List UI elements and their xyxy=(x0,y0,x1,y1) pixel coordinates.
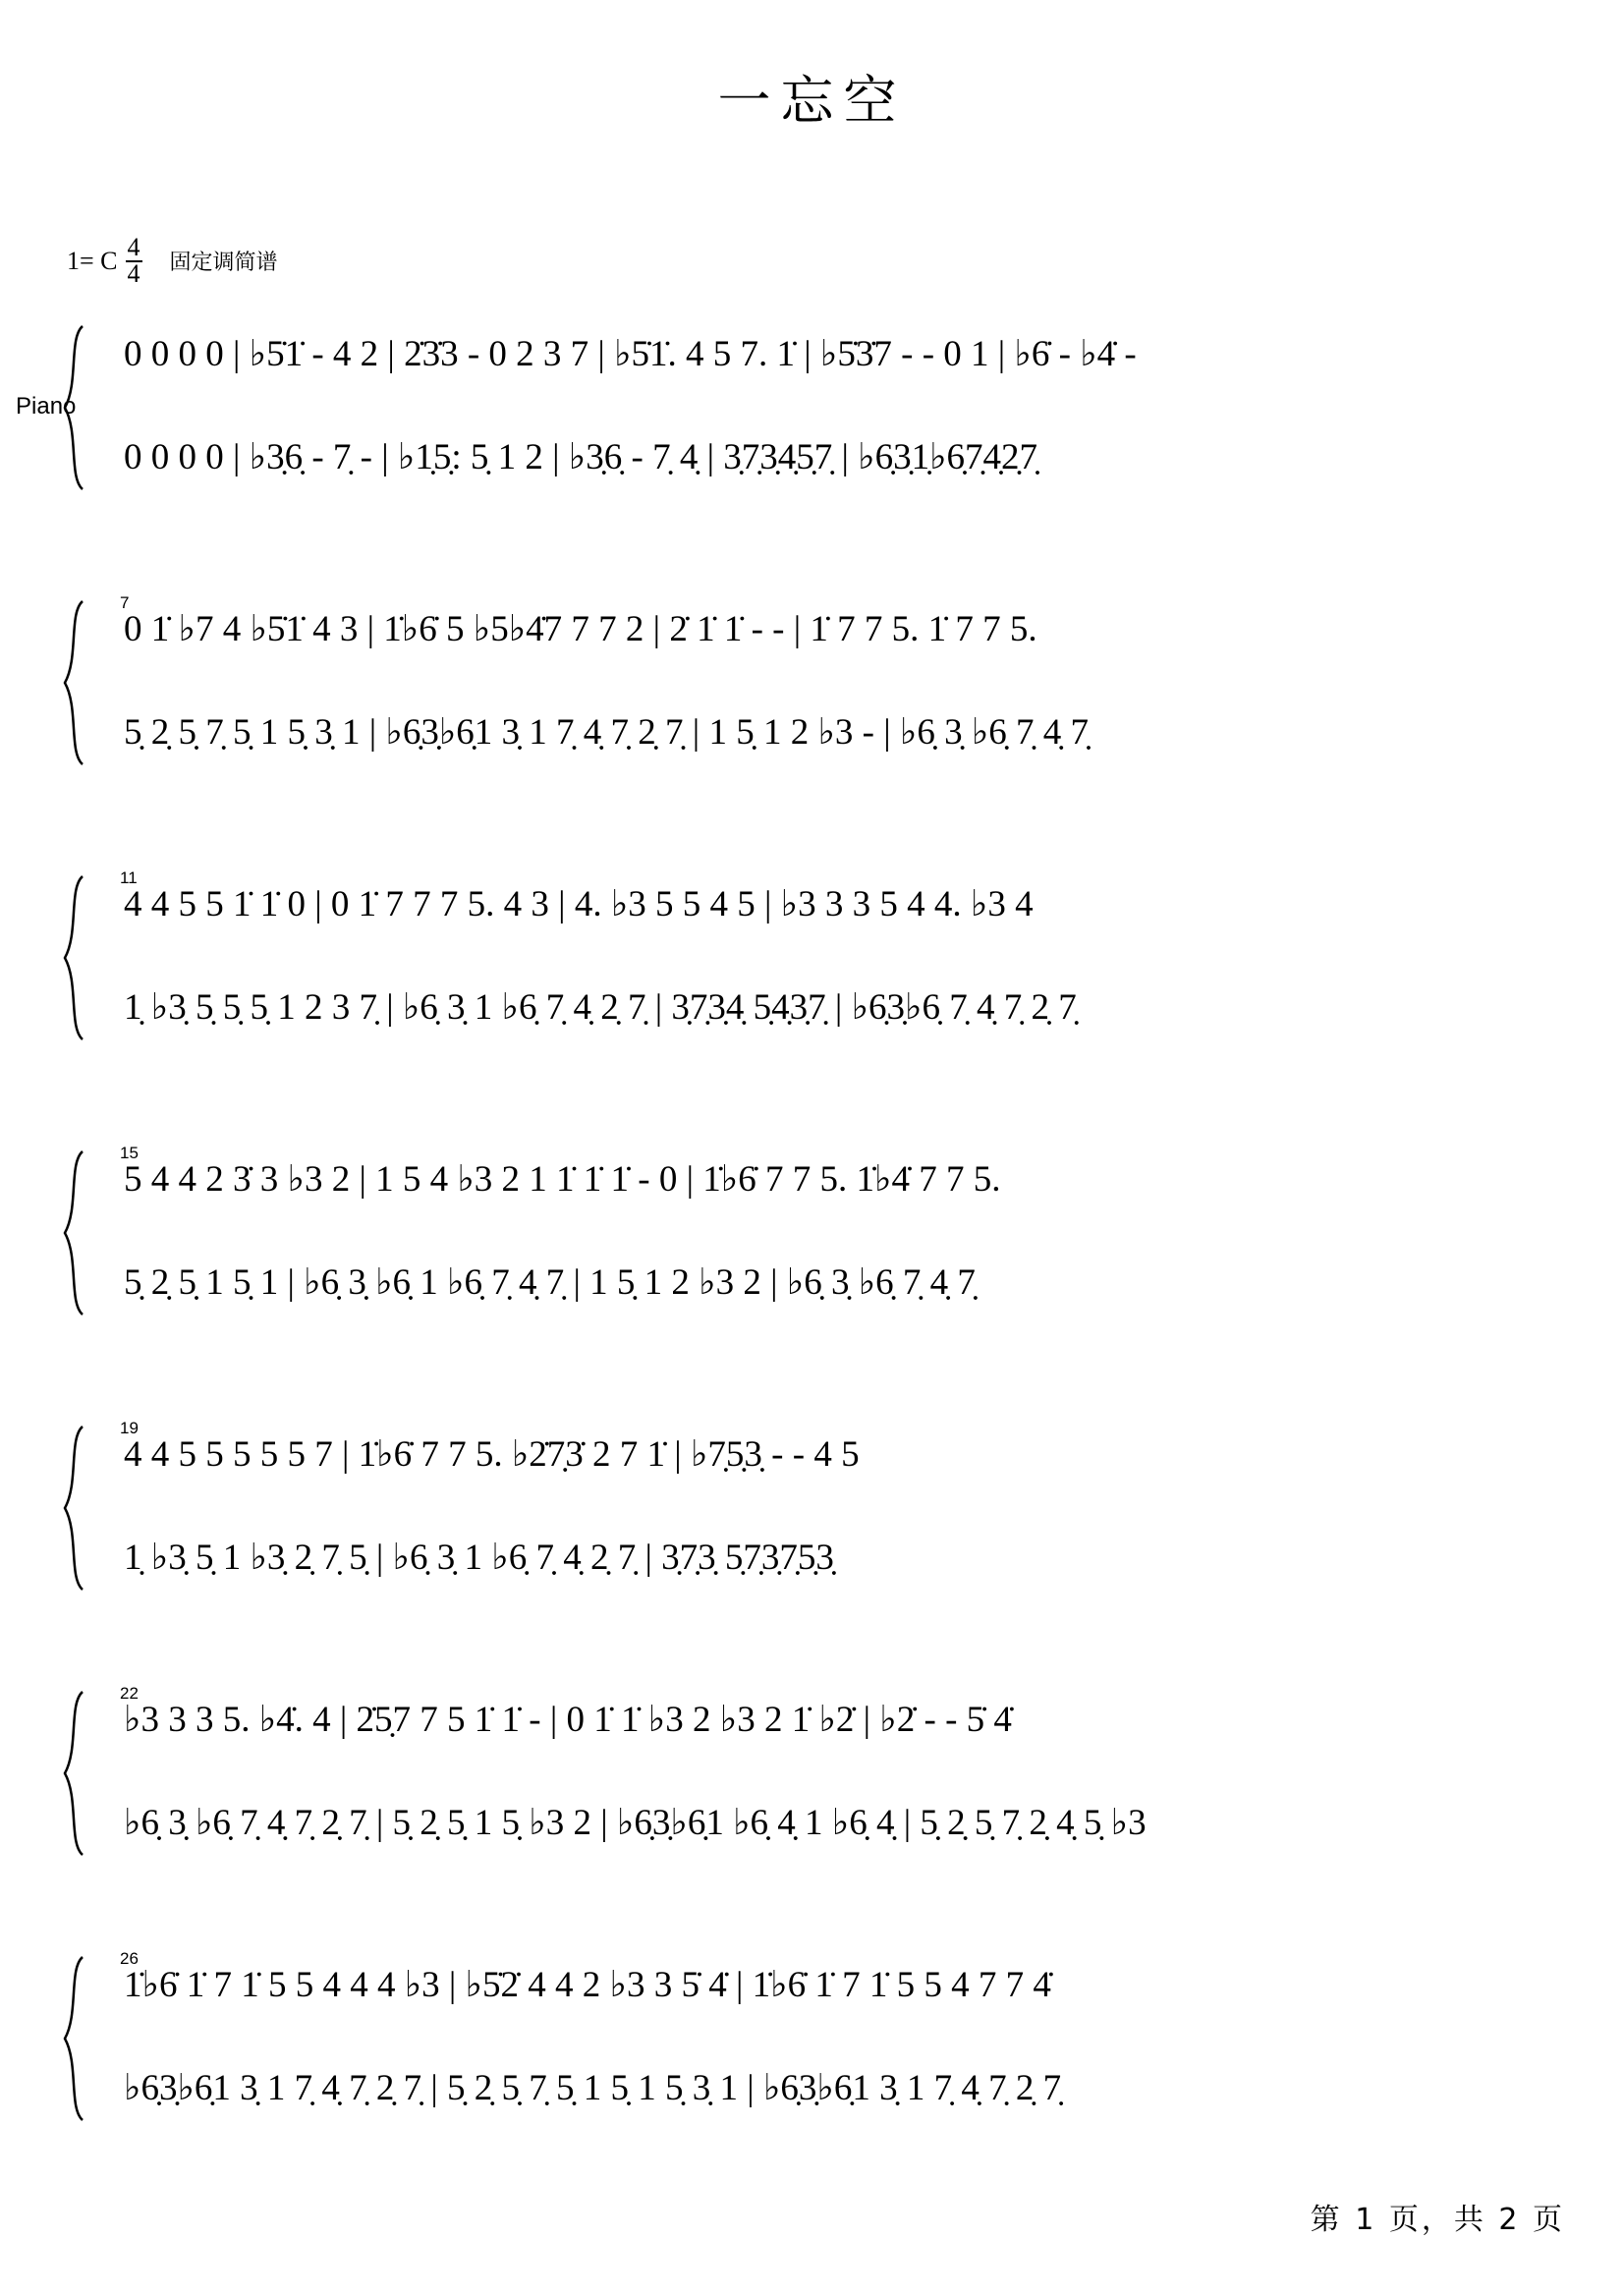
system-2-bass-row: 5̣ 2̣ 5̣ 7̣ 5̣ 1 5̣ 3̣ 1 | ♭6̣3̣♭6̣1 3̣ 1 7̣ 4̣ 7̣ 2̣ 7̣ | 1 5̣ 1 2 ♭3 - | ♭6̣ 3̣ ♭6̣ 7̣ 4̣ 7̣ xyxy=(124,712,1090,753)
system-3 xyxy=(59,868,1572,1041)
system-1 xyxy=(59,324,1572,491)
system-2-treble-row: 0 1̇ ♭7 4 ♭5̇1̇ 4 3 | 1̇♭6̇ 5 ♭5♭4̇7 7 7 2 | 2̇ 1̇ 1̇ - - | 1̇ 7 7 5. 1̇ 7 7 5. xyxy=(124,609,1037,649)
time-signature-numerator: 4 xyxy=(127,233,140,261)
measure-number: 11 xyxy=(120,868,138,887)
system-1-treble-row: 0 0 0 0 | ♭5̇1̇ - 4 2 | 2̇3̇3 - 0 2 3 7 | ♭5̇1̇. 4 5 7. 1̇ | ♭5̇3̇7 - - 0 1 | ♭6̇ - ♭4̇ - xyxy=(124,334,1137,374)
measure-number: 19 xyxy=(120,1419,139,1437)
notation-mode-label: 固定调简谱 xyxy=(169,251,278,276)
system-5 xyxy=(59,1419,1572,1592)
key-and-time-signature xyxy=(67,233,278,288)
key-signature: 1= C xyxy=(67,246,118,275)
system-4 xyxy=(59,1144,1572,1316)
system-brace-icon xyxy=(59,1149,84,1316)
system-6-treble-row: ♭3 3 3 5. ♭4̇. 4 | 2̇5̣7 7 5 1̇ 1̇ - | 0 1̇ 1̇ ♭3 2 ♭3 2 1̇ ♭2̇ | ♭2̇ - - 5̇ 4̇ xyxy=(124,1700,1012,1740)
system-brace-icon xyxy=(59,599,84,766)
system-6 xyxy=(59,1684,1572,1857)
system-brace-icon xyxy=(59,874,84,1041)
system-3-treble-row: 4 4 5 5 1̇ 1̇ 0 | 0 1̇ 7 7 7 5. 4 3 | 4. ♭3 5 5 4 5 | ♭3 3 3 5 4 4. ♭3 4 xyxy=(124,884,1034,924)
instrument-label: Piano xyxy=(16,393,77,420)
measure-number: 26 xyxy=(120,1949,139,1968)
measure-number: 15 xyxy=(120,1144,139,1162)
system-7-bass-row: ♭6̣3̣♭6̣1 3̣ 1 7̣ 4̣ 7̣ 2̣ 7̣ | 5̣ 2̣ 5̣ 7̣ 5̣ 1 5̣ 1 5̣ 3̣ 1 | ♭6̣3̣♭6̣1 3̣ 1 7̣ 4̣ 7̣ 2̣ 7̣ xyxy=(124,2068,1062,2108)
measure-number: 7 xyxy=(120,593,130,612)
system-brace-icon xyxy=(59,324,84,491)
page-footer: 第 1 页，共 2 页 xyxy=(1310,2203,1565,2237)
system-brace-icon xyxy=(59,1690,84,1857)
system-4-treble-row: 5 4 4 2 3̇ 3 ♭3 2 | 1 5 4 ♭3 2 1 1̇ 1̇ 1̇ - 0 | 1̇♭6̇ 7 7 5. 1̇♭4̇ 7 7 5. xyxy=(124,1159,1001,1200)
system-6-bass-row: ♭6̣ 3̣ ♭6̣ 7̣ 4̣ 7̣ 2̣ 7̣ | 5̣ 2̣ 5̣ 1 5̣ ♭3 2 | ♭6̣3̣♭6̣1 ♭6̣ 4̣ 1 ♭6̣ 4̣ | 5̣ 2̣ 5̣ 7̣ 2̣ 4̣ 5̣ ♭3 xyxy=(124,1803,1147,1843)
measure-number: 22 xyxy=(120,1684,139,1703)
system-5-bass-row: 1̣ ♭3̣ 5̣ 1 ♭3̣ 2̣ 7̣ 5̣ | ♭6̣ 3̣ 1 ♭6̣ 7̣ 4̣ 2̣ 7̣ | 3̣7̣3̣ 5̣7̣3̣7̣5̣3̣ xyxy=(124,1538,834,1578)
system-4-bass-row: 5̣ 2̣ 5̣ 1 5̣ 1 | ♭6̣ 3̣ ♭6̣ 1 ♭6̣ 7̣ 4̣ 7̣ | 1 5̣ 1 2 ♭3 2 | ♭6̣ 3̣ ♭6̣ 7̣ 4̣ 7̣ xyxy=(124,1262,976,1303)
page-title: 一忘空 xyxy=(717,70,907,132)
system-7 xyxy=(59,1949,1572,2122)
time-signature xyxy=(126,233,142,288)
system-1-bass-row: 0 0 0 0 | ♭3̣6̣ - 7̣ - | ♭1̣5̣: 5̣ 1 2 | ♭3̣6̣ - 7̣ 4̣ | 3̣7̣3̣4̣5̣7̣ | ♭6̣3̣1̣♭6̣7̣4̣2̣7̣ xyxy=(124,437,1038,477)
system-7-treble-row: 1̇♭6̇ 1̇ 7 1̇ 5 5 4 4 4 ♭3 | ♭5̇2̇ 4 4 2 ♭3 3 5̇ 4̇ | 1̇♭6̇ 1̇ 7 1̇ 5 5 4 7 7 4̇ xyxy=(124,1965,1051,2005)
system-2 xyxy=(59,593,1572,766)
time-signature-denominator: 4 xyxy=(127,258,140,288)
system-brace-icon xyxy=(59,1955,84,2122)
system-5-treble-row: 4 4 5 5 5 5 5 7 | 1̇♭6̇ 7 7 5. ♭2̇7̣3̇ 2 7 1̇ | ♭7̣5̣3̣ - - 4 5 xyxy=(124,1434,860,1475)
system-brace-icon xyxy=(59,1425,84,1592)
system-3-bass-row: 1̣ ♭3̣ 5̣ 5̣ 5̣ 1 2 3 7̣ | ♭6̣ 3̣ 1 ♭6̣ 7̣ 4̣ 2̣ 7̣ | 3̣7̣3̣4̣ 5̣4̣3̣7̣ | ♭6̣3̣♭6̣ 7̣ 4̣ 7̣ 2̣ 7̣ xyxy=(124,987,1077,1028)
